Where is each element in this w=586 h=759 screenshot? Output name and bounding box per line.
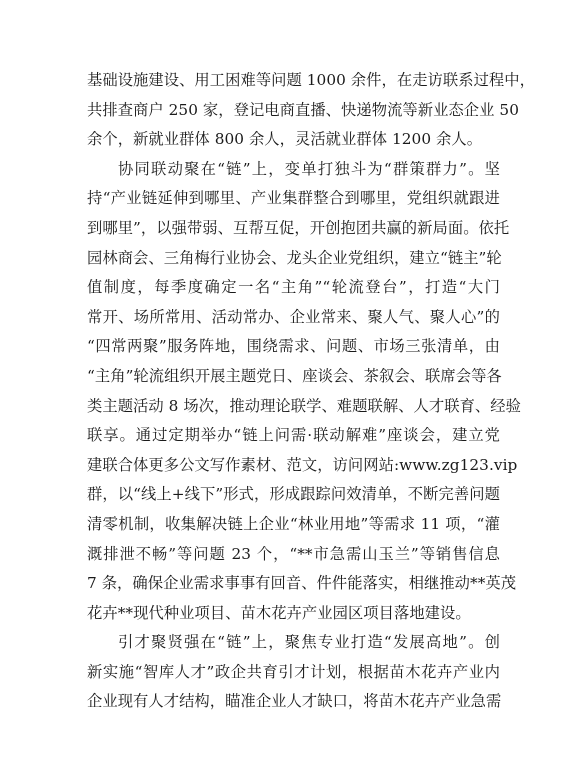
text-line: 常开、场所常用、活动常办、企业常来、聚人气、聚人心”的: [87, 307, 500, 326]
text-line: 企业现有人才结构，瞄准企业人才缺口，将苗木花卉产业急需: [87, 692, 502, 711]
text-line: 清零机制，收集解决链上企业“林业用地”等需求 11 项，“灌: [87, 514, 500, 533]
text-line: 花卉**现代种业项目、苗木花卉产业园区项目落地建设。: [87, 603, 471, 622]
paragraph-start-line: 协同联动聚在“链”上，变单打独斗为“群策群力”。坚: [118, 159, 500, 178]
text-line: 7 条，确保企业需求事事有回音、件件能落实，相继推动**英茂: [87, 574, 517, 593]
text-line: “主角”轮流组织开展主题党日、座谈会、茶叙会、联席会等各: [87, 366, 502, 385]
text-line: 园林商会、三角梅行业协会、龙头企业党组织，建立“链主”轮: [87, 248, 502, 267]
text-line: 基础设施建设、用工困难等问题 1000 余件，在走访联系过程中，: [87, 71, 535, 89]
text-line: 余个，新就业群体 800 余人，灵活就业群体 1200 余人。: [87, 130, 483, 149]
body-text: [87, 66, 535, 717]
text-line: 持“产业链延伸到哪里、产业集群整合到哪里，党组织就跟进: [87, 189, 500, 208]
text-line: 到哪里”，以强带弱、互帮互促，开创抱团共赢的新局面。依托: [87, 218, 510, 237]
text-line: 溉排泄不畅”等问题 23 个，“**市急需山玉兰”等销售信息: [87, 544, 500, 563]
text-line: 群，以“线上+线下”形式，形成跟踪问效清单，不断完善问题: [87, 485, 500, 504]
text-line: 建联合体更多公文写作素材、范文，访问网站:www.zg123.vip: [87, 455, 518, 474]
text-line: 共排查商户 250 家，登记电商直播、快递物流等新业态企业 50: [87, 100, 519, 119]
text-line: 联享。通过定期举办“链上问需·联动解难”座谈会，建立党: [87, 426, 500, 445]
paragraph-start-line: 引才聚贤强在“链”上，聚焦专业打造“发展高地”。创: [118, 633, 500, 652]
text-line: 类主题活动 8 场次，推动理论联学、难题联解、人才联育、经验: [87, 396, 521, 415]
text-line: 新实施“智库人才”政企共育引才计划，根据苗木花卉产业内: [87, 662, 500, 681]
text-line: “四常两聚”服务阵地，围绕需求、问题、市场三张清单，由: [87, 337, 500, 356]
text-line: 值制度，每季度确定一名“主角”“轮流登台”，打造“大门: [87, 278, 500, 297]
